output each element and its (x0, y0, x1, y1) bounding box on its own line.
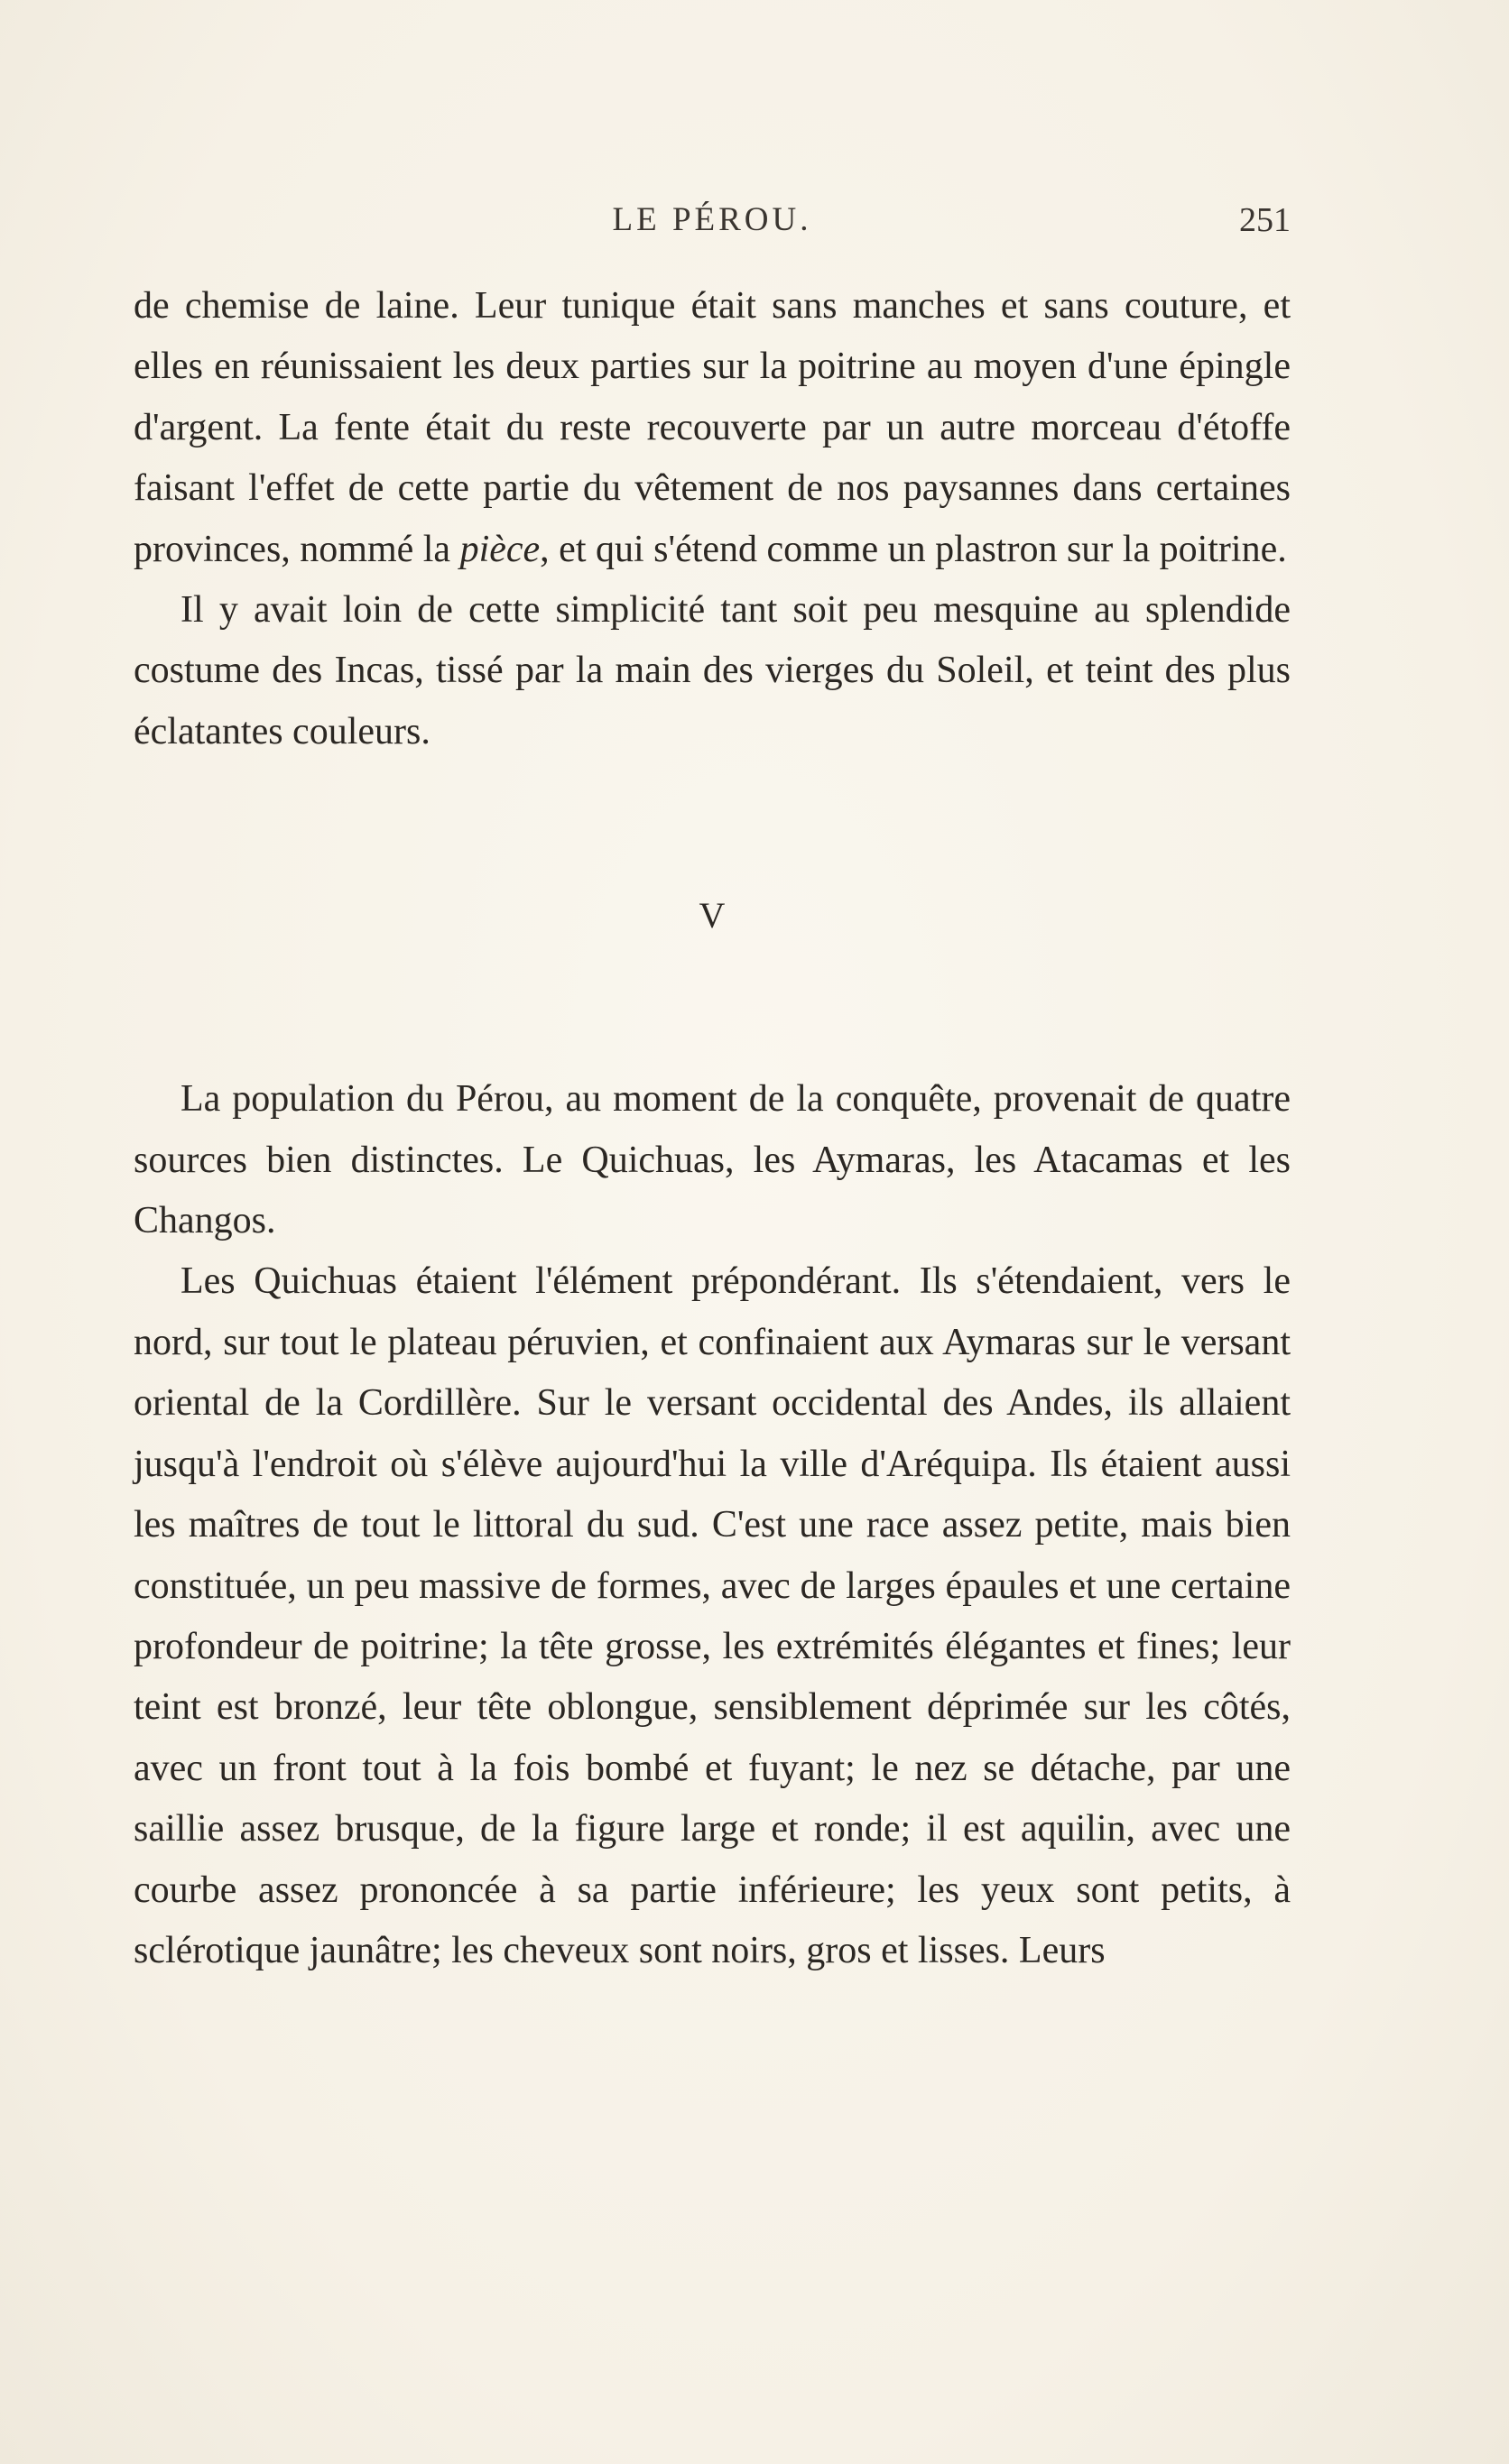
paragraph-continued (134, 276, 1291, 580)
section-heading: V (699, 895, 726, 937)
page-number: 251 (1239, 201, 1291, 239)
paragraph: Les Quichuas étaient l'élément prépondérant. Ils s'étendaient, vers le nord, sur tout le plateau péruvien, et confinaient aux Aymaras sur le versant oriental de la Cordillère. Sur le versant occidental des Andes, ils allaient jusqu'à l'endroit où s'élève aujourd'hui la ville d'Aréquipa. Ils étaient aussi les maîtres de tout le littoral du sud. C'est une race assez petite, mais bien constituée, un peu massive de formes, avec de larges épaules et une certaine profondeur de poitrine; la tête grosse, les extrémités élégantes et fines; leur teint est bronzé, leur tête oblongue, sensiblement déprimée sur les côtés, avec un front tout à la fois bombé et fuyant; le nez se détache, par une saillie assez brusque, de la figure large et ronde; il est aquilin, avec une courbe assez prononcée à sa partie inférieure; les yeux sont petits, à sclérotique jaunâtre; les cheveux sont noirs, gros et lisses. Leurs (134, 1260, 1291, 1971)
italic-term: pièce (459, 528, 541, 570)
paragraph: La population du Pérou, au moment de la conquête, provenait de quatre sources bien distinctes. Le Quichuas, les Aymaras, les Atacamas et les Changos. (134, 1078, 1291, 1242)
paragraph-text: de chemise de laine. Leur tunique était sans manches et sans couture, et elles en réunissaient les deux parties sur la poitrine au moyen d'une épingle d'argent. La fente était du reste recouverte par un autre morceau d'étoffe faisant l'effet de cette partie du vêtement de nos paysannes dans certaines provinces, nommé la (134, 285, 1291, 570)
body-text (134, 276, 1291, 1981)
paragraph: Il y avait loin de cette simplicité tant soit peu mesquine au splendide costume des Incas, tissé par la main des vierges du Soleil, et teint des plus éclatantes couleurs. (134, 589, 1291, 752)
paragraph-text: , et qui s'étend comme un plastron sur la poitrine. (540, 528, 1287, 570)
page-header (134, 200, 1291, 245)
running-title: LE PÉROU. (612, 201, 812, 238)
